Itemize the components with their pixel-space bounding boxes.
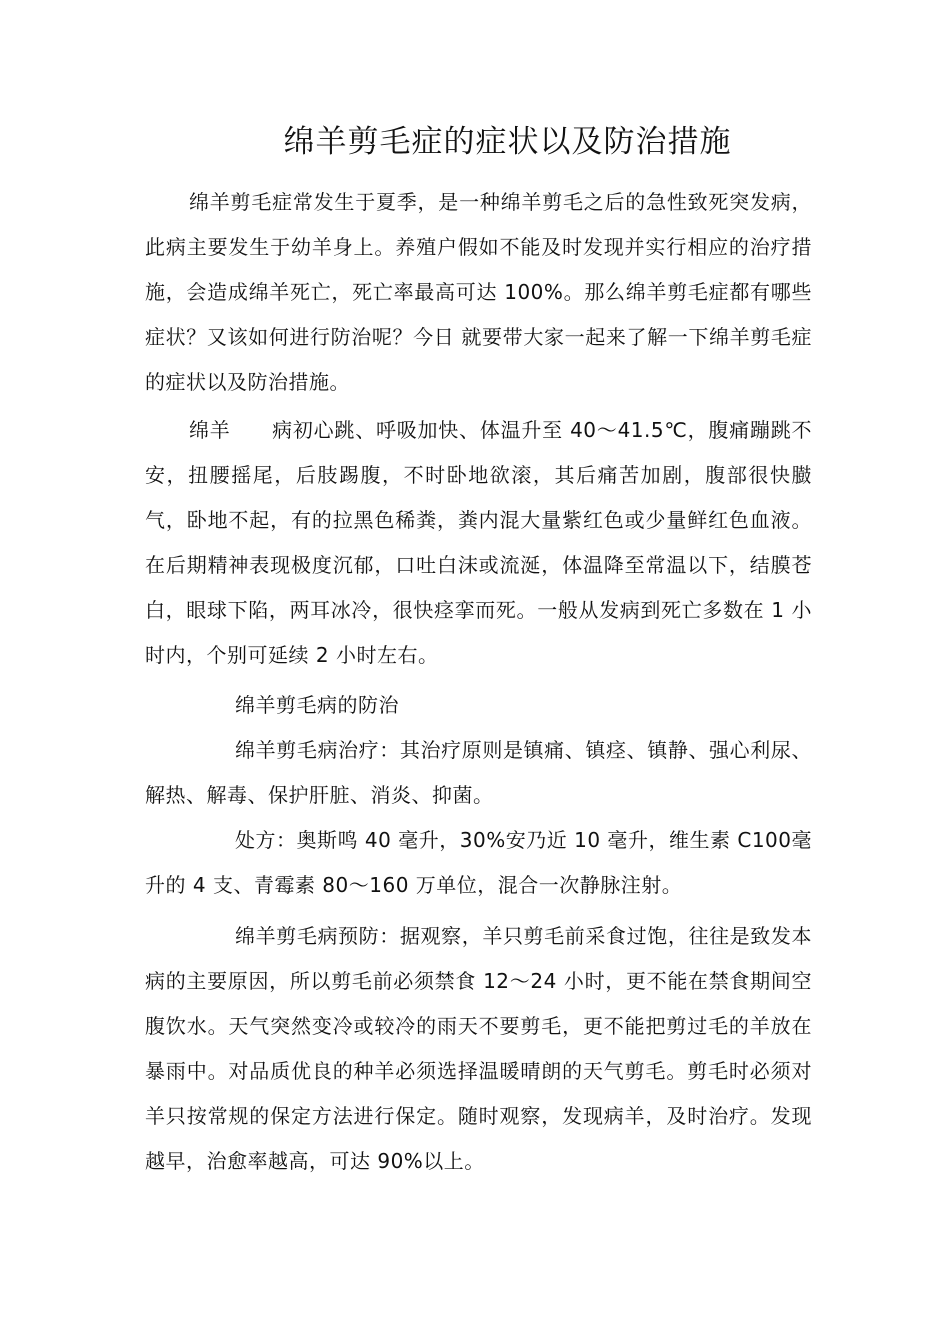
intro-paragraph: 绵羊剪毛症常发生于夏季，是一种绵羊剪毛之后的急性致死突发病，此病主要发生于幼羊身上。养殖户假如不能及时发现并实行相应的治疗措施，会造成绵羊死亡，死亡率最高可达 100%。那么绵羊剪毛症都有哪些症状？又该如何进行防治呢？今日 就要带大家一起来了解一下绵羊剪毛症的症状以及防治措施。	[145, 190, 812, 394]
document-title: 绵羊剪毛症的症状以及防治措施	[283, 124, 732, 160]
symptoms-paragraph: 绵羊 病初心跳、呼吸加快、体温升至 40～41.5℃，腹痛蹦跳不安，扭腰摇尾，后肢踢腹，不时卧地欲滚，其后痛苦加剧，腹部很快臌气，卧地不起，有的拉黑色稀粪，粪内混大量紫红色或少量鲜红色血液。在后期精神表现极度沉郁，口吐白沫或流涎，体温降至常温以下，结膜苍白，眼球下陷，两耳冰冷，很快痉挛而死。一般从发病到死亡多数在 1 小时内，个别可延续 2 小时左右。	[145, 418, 812, 667]
treatment-paragraph: 绵羊剪毛病治疗：其治疗原则是镇痛、镇痉、镇静、强心利尿、解热、解毒、保护肝脏、消炎、抑菌。	[145, 738, 812, 807]
prescription-paragraph: 处方：奥斯鸣 40 毫升，30%安乃近 10 毫升，维生素 C100毫升的 4 支、青霉素 80～160 万单位，混合一次静脉注射。	[145, 828, 812, 897]
prevention-paragraph: 绵羊剪毛病预防：据观察，羊只剪毛前采食过饱，往往是致发本病的主要原因，所以剪毛前必须禁食 12～24 小时，更不能在禁食期间空腹饮水。天气突然变冷或较冷的雨天不要剪毛，更不能把剪过毛的羊放在暴雨中。对品质优良的种羊必须选择温暖晴朗的天气剪毛。剪毛时必须对羊只按常规的保定方法进行保定。随时观察，发现病羊，及时治疗。发现越早，治愈率越高，可达 90%以上。	[145, 924, 812, 1173]
prevention-heading: 绵羊剪毛病的防治	[235, 693, 399, 717]
